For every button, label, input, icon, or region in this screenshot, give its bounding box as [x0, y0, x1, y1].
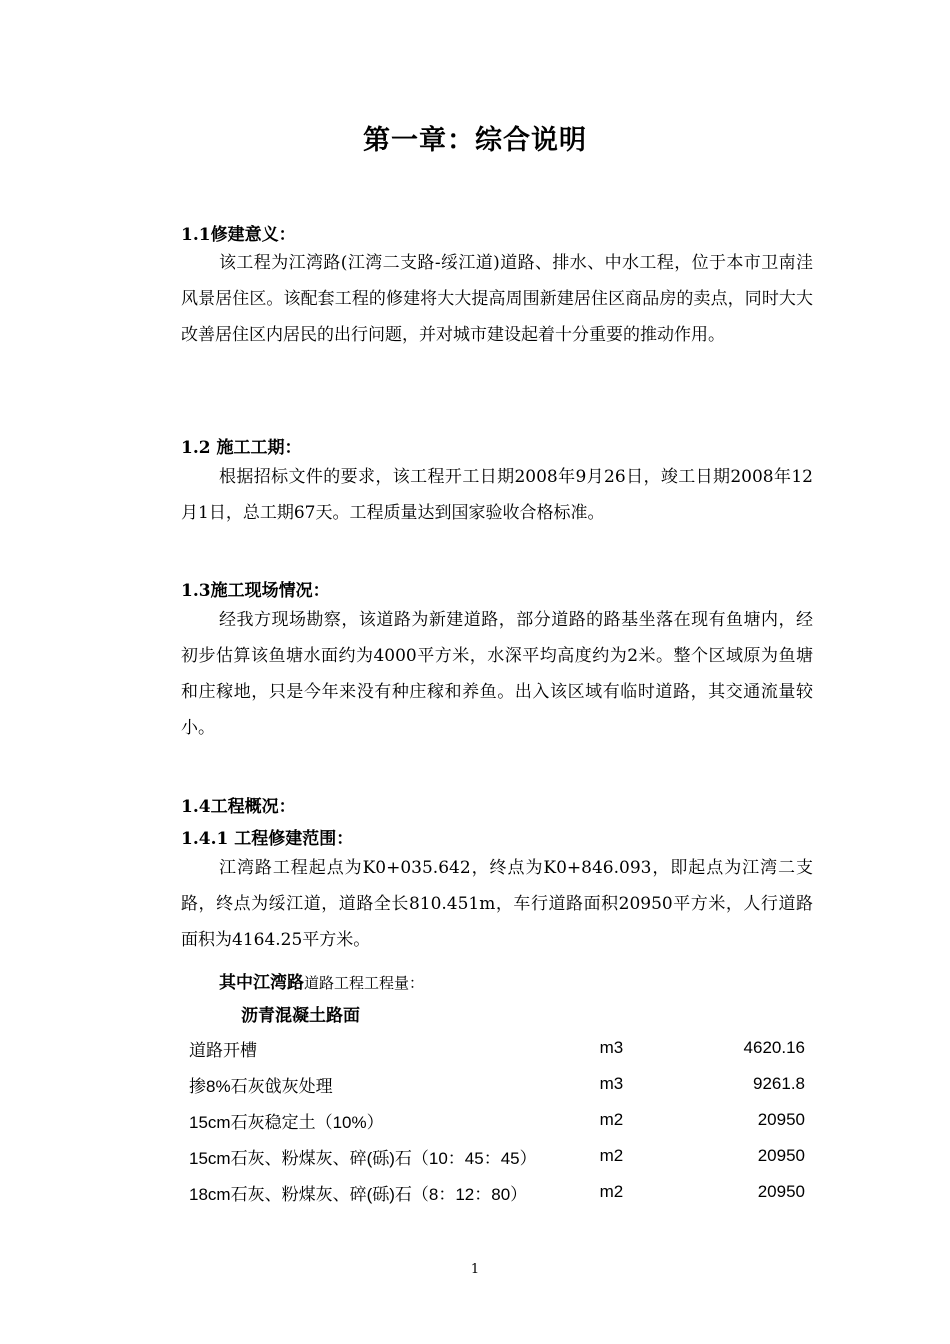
table-row: [189, 1102, 809, 1138]
quantity-intro: [219, 968, 424, 993]
item-name: 18cm石灰、粉煤灰、碎(砾)石（8：12：80）: [189, 1184, 528, 1204]
item-unit: m2: [599, 1110, 624, 1129]
item-unit: m3: [599, 1074, 624, 1093]
item-unit: m2: [599, 1146, 624, 1165]
table-row: [189, 1138, 809, 1174]
section-1-4-heading: 1.4工程概况：: [181, 797, 296, 817]
item-quantity: 9261.8: [753, 1074, 805, 1093]
item-name: 道路开槽: [189, 1040, 257, 1060]
section-1-1-paragraph: 该工程为江湾路(江湾二支路-绥江道)道路、排水、中水工程，位于本市卫南洼风景居住区。该配套工程的修建将大大提高周围新建居住区商品房的卖点，同时大大改善居住区内居民的出行问题，并对城市建设起着十分重要的推动作用。: [181, 253, 813, 345]
quantity-table: [189, 1030, 809, 1210]
section-1-1-heading: 1.1修建意义：: [181, 225, 296, 245]
chapter-title: 第一章：综合说明: [363, 125, 587, 156]
item-name: 15cm石灰、粉煤灰、碎(砾)石（10：45：45）: [189, 1148, 537, 1168]
page-number: 1: [470, 1262, 480, 1277]
quantity-intro-text: 道路工程工程量：: [304, 974, 425, 992]
item-quantity: 20950: [757, 1182, 805, 1201]
section-1-3-heading: 1.3施工现场情况：: [181, 581, 330, 601]
item-name: 掺8%石灰戗灰处理: [189, 1076, 333, 1096]
table-row: [189, 1174, 809, 1210]
table-row: [189, 1030, 809, 1066]
item-name: 15cm石灰稳定土（10%）: [189, 1112, 384, 1132]
quantity-intro-road-name: 其中江湾路: [219, 973, 304, 993]
item-unit: m2: [599, 1182, 624, 1201]
item-quantity: 4620.16: [743, 1038, 805, 1057]
table-row: [189, 1066, 809, 1102]
item-quantity: 20950: [757, 1110, 805, 1129]
section-1-4-1-paragraph: 江湾路工程起点为K0+035.642，终点为K0+846.093，即起点为江湾二支路，终点为绥江道，道路全长810.451m，车行道路面积20950平方米，人行道路面积为4164.25平方米。: [181, 858, 813, 950]
pavement-heading: 沥青混凝土路面: [241, 1006, 360, 1026]
section-1-2-paragraph: 根据招标文件的要求，该工程开工日期2008年9月26日，竣工日期2008年12月1日，总工期67天。工程质量达到国家验收合格标准。: [181, 467, 813, 523]
section-1-2-heading: 1.2 施工工期：: [181, 438, 302, 458]
section-1-4-1-heading: 1.4.1 工程修建范围：: [181, 829, 354, 849]
item-quantity: 20950: [757, 1146, 805, 1165]
section-1-3-paragraph: 经我方现场勘察，该道路为新建道路，部分道路的路基坐落在现有鱼塘内，经初步估算该鱼塘水面约为4000平方米，水深平均高度约为2米。整个区域原为鱼塘和庄稼地，只是今年来没有种庄稼和养鱼。出入该区域有临时道路，其交通流量较小。: [181, 610, 813, 738]
item-unit: m3: [599, 1038, 624, 1057]
